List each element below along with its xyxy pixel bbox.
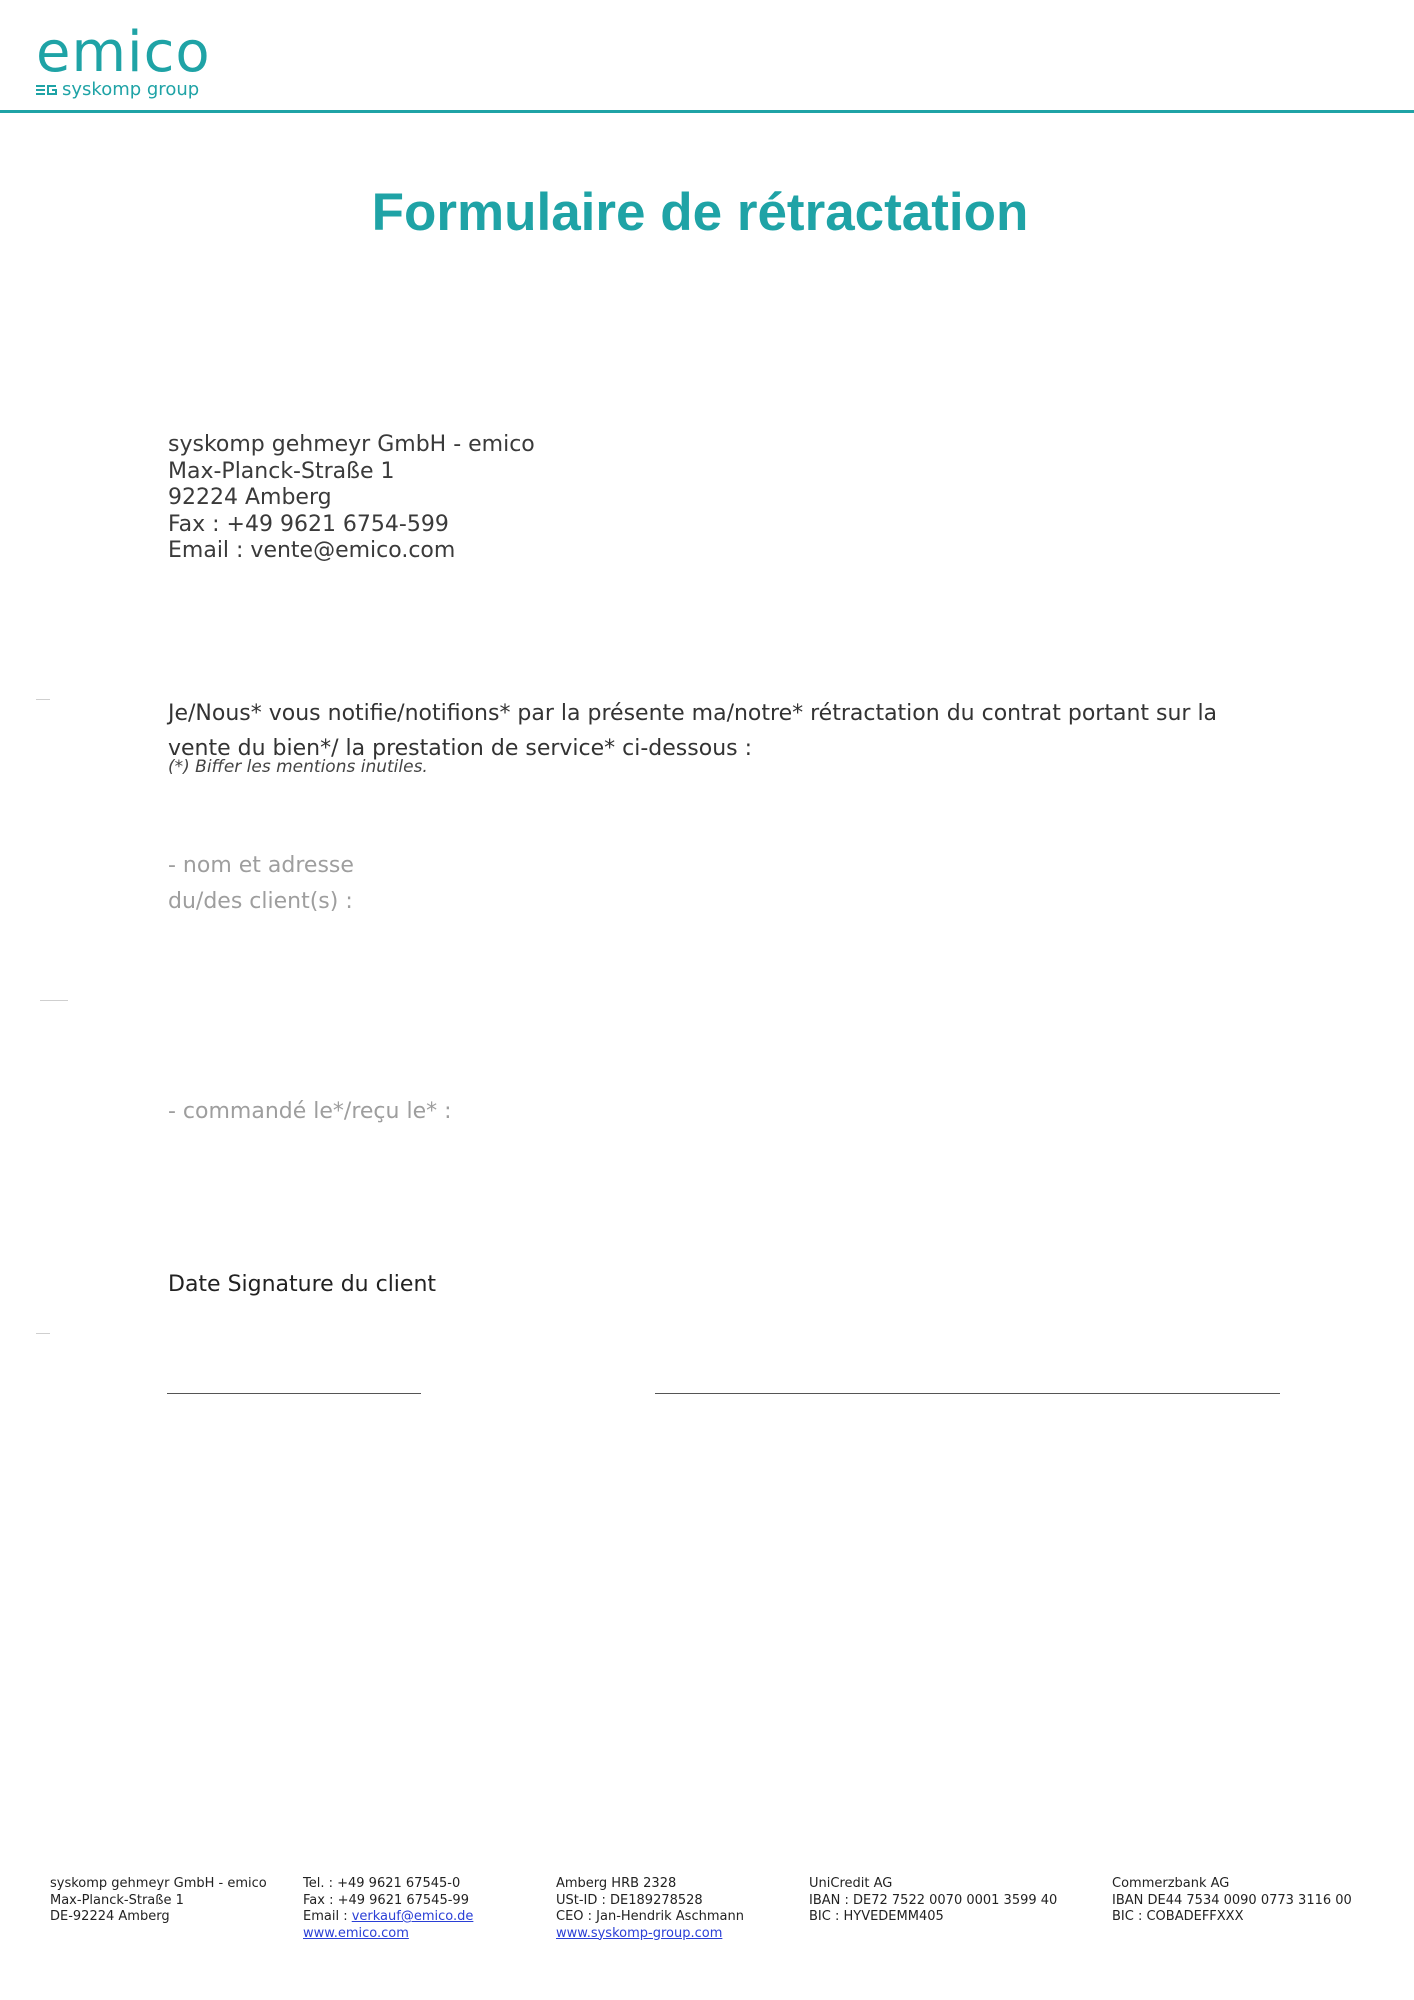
recipient-company: syskomp gehmeyr GmbH - emico xyxy=(168,432,535,457)
footer-company-street: Max-Planck-Straße 1 xyxy=(50,1892,184,1908)
footer-email-prefix: Email : xyxy=(303,1909,352,1924)
recipient-email: Email : vente@emico.com xyxy=(168,538,456,563)
footer-company-city: DE-92224 Amberg xyxy=(50,1909,170,1924)
page-title: Formulaire de rétractation xyxy=(371,183,1029,242)
footnote: (*) Biffer les mentions inutiles. xyxy=(168,757,428,777)
footer-company-name: syskomp gehmeyr GmbH - emico xyxy=(50,1876,267,1891)
logo-wordmark: emico xyxy=(36,20,211,85)
footer-web-link[interactable]: www.emico.com xyxy=(303,1925,409,1941)
order-date-label: - commandé le*/reçu le* : xyxy=(168,1099,452,1124)
date-line[interactable] xyxy=(167,1393,421,1394)
footer-ceo: CEO : Jan-Hendrik Aschmann xyxy=(556,1909,744,1924)
fold-mark-bottom xyxy=(36,1333,50,1334)
footer-bank2-iban: IBAN DE44 7534 0090 0773 3116 00 xyxy=(1112,1892,1352,1908)
footer-web-row xyxy=(303,1926,473,1943)
footer-hrb: Amberg HRB 2328 xyxy=(556,1876,677,1891)
client-label-line2: du/des client(s) : xyxy=(168,889,353,914)
withdrawal-notice: Je/Nous* vous notifie/notifions* par la présente ma/notre* rétractation du contrat portant sur la vente du bien*/ la prestation de service* ci-dessous : xyxy=(168,701,1218,761)
footer-bank1-bic: BIC : HYVEDEMM405 xyxy=(809,1909,944,1924)
recipient-address xyxy=(168,432,535,565)
footer-contact xyxy=(303,1876,473,1942)
header-divider xyxy=(0,110,1414,113)
footer-email-link[interactable]: verkauf@emico.de xyxy=(351,1909,474,1924)
footer-tel: Tel. : +49 9621 67545-0 xyxy=(303,1876,461,1891)
footer-bank-commerzbank xyxy=(1112,1876,1352,1926)
footer-bank1-iban: IBAN : DE72 7522 0070 0001 3599 40 xyxy=(809,1892,1058,1908)
footer-bank1-name: UniCredit AG xyxy=(809,1876,893,1891)
footer-company xyxy=(50,1876,267,1926)
logo-tagline: syskomp group xyxy=(62,79,200,100)
client-label-line1: - nom et adresse xyxy=(168,853,354,878)
recipient-street: Max-Planck-Straße 1 xyxy=(168,458,395,484)
client-name-address-label xyxy=(168,848,354,920)
footer-email-row xyxy=(303,1909,473,1926)
fold-mark-top xyxy=(36,699,50,700)
emico-logo xyxy=(36,20,211,104)
signature-line[interactable] xyxy=(655,1393,1280,1394)
recipient-fax: Fax : +49 9621 6754-599 xyxy=(168,511,449,537)
footer-bank2-name: Commerzbank AG xyxy=(1112,1876,1230,1891)
footer-bank-unicredit xyxy=(809,1876,1057,1926)
footer-ust: USt-ID : DE189278528 xyxy=(556,1892,703,1908)
footer-group-web-link[interactable]: www.syskomp-group.com xyxy=(556,1925,723,1941)
footer-group-web-row xyxy=(556,1926,744,1943)
logo-tagline-row xyxy=(36,80,199,100)
fold-mark-middle xyxy=(40,1000,68,1001)
footer-registry xyxy=(556,1876,744,1942)
syskomp-mark-icon xyxy=(36,83,58,97)
footer-bank2-bic: BIC : COBADEFFXXX xyxy=(1112,1909,1244,1924)
footer-fax: Fax : +49 9621 67545-99 xyxy=(303,1892,469,1908)
date-signature-label: Date Signature du client xyxy=(168,1272,437,1297)
recipient-city: 92224 Amberg xyxy=(168,485,332,510)
